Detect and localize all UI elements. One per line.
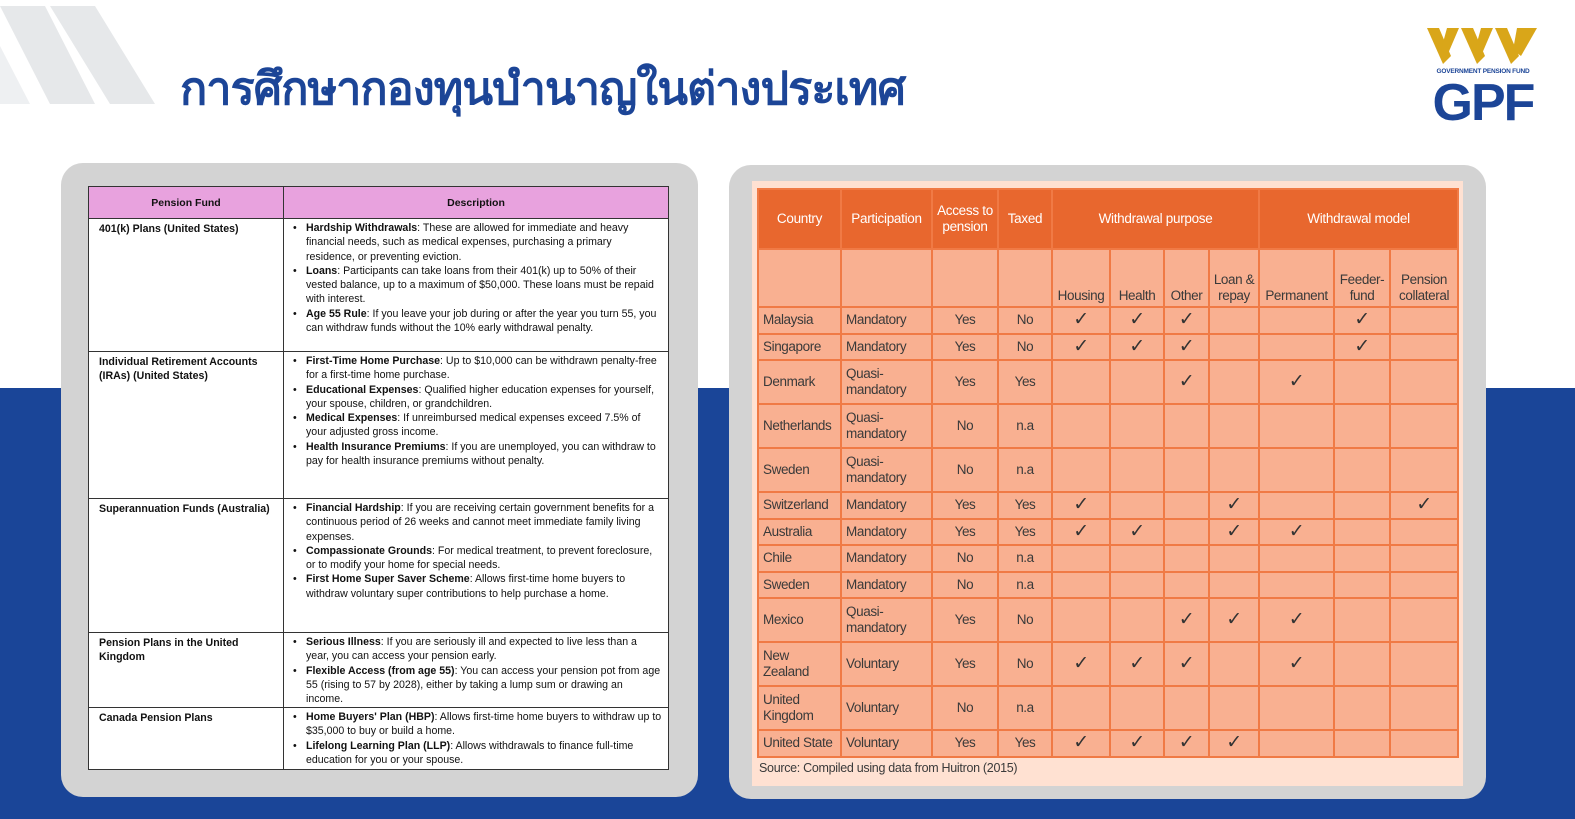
header-taxed: Taxed [998,189,1052,249]
check-cell [1334,598,1390,642]
bullet-term: First Home Super Saver Scheme [306,573,470,586]
comparison-row [758,572,1458,599]
pension-table-row [89,499,669,633]
country-cell: Sweden [758,572,841,599]
bullet-text: : If you are receiving certain government benefits for a continuous period of 26 weeks and cannot meet immediate family living expenses. [306,502,654,543]
access-cell: Yes [932,307,998,334]
pension-table-row [89,352,669,499]
check-cell [1052,686,1110,730]
check-cell: ✓ [1390,492,1458,519]
decorative-m-shape [0,6,155,104]
participation-cell: Mandatory [841,545,932,572]
subheader-feeder-fund: Feeder-fund [1334,249,1390,307]
description-bullet [290,440,662,469]
check-cell [1164,448,1209,492]
source-note: Source: Compiled using data from Huitron (2015) [759,761,1018,775]
subheader-permanent: Permanent [1259,249,1334,307]
bullet-term: Home Buyers' Plan (HBP) [306,711,435,723]
check-cell: ✓ [1209,598,1259,642]
description-bullet [290,411,662,440]
check-cell [1052,404,1110,448]
pension-fund-name: Superannuation Funds (Australia) [89,499,284,633]
check-cell [1390,730,1458,757]
subheader-blank [758,249,841,307]
header-country: Country [758,189,841,249]
country-cell: Switzerland [758,492,841,519]
check-cell [1052,360,1110,404]
bullet-text: : Allows first-time home buyers to withdraw voluntary super contributions to help purchase a home. [306,573,626,600]
bullet-term: Loans [306,264,338,277]
pension-fund-description [284,633,669,708]
access-cell: No [932,572,998,599]
bullet-term: Hardship Withdrawals [306,222,418,234]
bullet-text: : You can access your pension pot from age 55 (rising to 57 by 2028), either by taking a lump sum or drawing an income. [306,664,661,706]
check-cell: ✓ [1164,360,1209,404]
check-cell [1334,360,1390,404]
country-cell: Australia [758,519,841,546]
check-cell [1052,545,1110,572]
country-cell: Malaysia [758,307,841,334]
check-cell [1334,545,1390,572]
check-cell [1259,448,1334,492]
subheader-housing: Housing [1052,249,1110,307]
description-bullet [290,264,662,307]
bullet-text: : Participants can take loans from their 401(k) up to 50% of their vested balance, up to a maximum of $50,000. These loans must be repaid with interest. [306,264,654,306]
check-cell [1110,404,1164,448]
comparison-row [758,730,1458,757]
check-cell [1209,545,1259,572]
access-cell: Yes [932,360,998,404]
access-cell: No [932,404,998,448]
check-cell [1110,572,1164,599]
participation-cell: Quasi-mandatory [841,360,932,404]
comparison-row [758,545,1458,572]
comparison-row [758,334,1458,361]
check-cell: ✓ [1052,492,1110,519]
header-withdrawal-purpose: Withdrawal purpose [1052,189,1259,249]
pension-fund-description [284,219,669,352]
participation-cell: Quasi-mandatory [841,598,932,642]
subheader-blank [932,249,998,307]
header-participation: Participation [841,189,932,249]
subheader-pension-collateral: Pension collateral [1390,249,1458,307]
bullet-term: Flexible Access (from age 55) [306,664,455,677]
access-cell: No [932,545,998,572]
check-cell: ✓ [1164,334,1209,361]
pension-fund-description [284,499,669,633]
pension-table-header [89,187,669,219]
withdrawal-comparison-table [757,188,1459,758]
pension-fund-description [284,352,669,499]
access-cell: Yes [932,730,998,757]
check-cell [1110,360,1164,404]
participation-cell: Quasi-mandatory [841,404,932,448]
check-cell: ✓ [1209,730,1259,757]
check-cell [1390,545,1458,572]
check-cell: ✓ [1110,519,1164,546]
bullet-term: Educational Expenses [306,383,419,396]
check-cell [1390,642,1458,686]
check-cell: ✓ [1052,334,1110,361]
check-cell [1164,686,1209,730]
check-cell: ✓ [1052,519,1110,546]
country-cell: Netherlands [758,404,841,448]
check-cell [1110,598,1164,642]
check-cell [1209,642,1259,686]
participation-cell: Quasi-mandatory [841,448,932,492]
check-cell [1334,519,1390,546]
description-bullet [290,383,662,412]
description-bullet [290,221,662,264]
taxed-cell: No [998,334,1052,361]
subheader-loan-repay: Loan & repay [1209,249,1259,307]
description-bullet [290,572,662,601]
country-cell: New Zealand [758,642,841,686]
comparison-row [758,307,1458,334]
pension-table-row [89,219,669,352]
description-bullet [290,354,662,383]
check-cell [1209,448,1259,492]
taxed-cell: n.a [998,448,1052,492]
description-bullet [290,664,662,707]
description-bullet [290,710,662,739]
check-cell [1164,545,1209,572]
bullet-text: : For medical treatment, to prevent foreclosure, or to modify your home for special needs. [306,544,653,572]
description-bullet [290,739,662,768]
bullet-text: : Up to $10,000 can be withdrawn penalty-free for a first-time home purchase. [306,355,657,382]
taxed-cell: Yes [998,492,1052,519]
header-description: Description [284,187,669,219]
description-bullet [290,635,662,664]
bullet-term: Compassionate Grounds [306,544,432,557]
pension-fund-name: Pension Plans in the United Kingdom [89,633,284,708]
check-cell: ✓ [1259,642,1334,686]
check-cell [1390,334,1458,361]
participation-cell: Voluntary [841,642,932,686]
pension-fund-table [88,186,669,770]
access-cell: No [932,686,998,730]
bullet-term: Health Insurance Premiums [306,440,446,453]
check-cell [1390,572,1458,599]
pension-table-row [89,633,669,708]
check-cell [1390,307,1458,334]
check-cell [1334,686,1390,730]
bullet-text: : If you are seriously ill and expected to live less than a year, you can access your pension early. [306,636,637,663]
check-cell [1259,404,1334,448]
check-cell [1164,492,1209,519]
taxed-cell: n.a [998,404,1052,448]
bullet-text: : If you leave your job during or after the year you turn 55, you can withdraw funds without the 10% early withdrawal penalty. [306,307,657,335]
taxed-cell: No [998,642,1052,686]
check-cell [1209,572,1259,599]
check-cell: ✓ [1110,307,1164,334]
access-cell: Yes [932,334,998,361]
bullet-text: : Allows first-time home buyers to withdraw up to $35,000 to buy or build a home. [306,711,662,738]
check-cell: ✓ [1110,730,1164,757]
check-cell: ✓ [1110,334,1164,361]
comparison-row [758,492,1458,519]
check-cell: ✓ [1164,307,1209,334]
comparison-row [758,448,1458,492]
participation-cell: Mandatory [841,307,932,334]
taxed-cell: Yes [998,730,1052,757]
pension-fund-name: 401(k) Plans (United States) [89,219,284,352]
check-cell: ✓ [1209,519,1259,546]
logo-tagline: GOVERNMENT PENSION FUND [1436,68,1530,75]
check-cell [1110,545,1164,572]
check-cell [1164,519,1209,546]
check-cell [1334,404,1390,448]
pension-fund-description [284,708,669,770]
participation-cell: Mandatory [841,334,932,361]
comparison-row [758,519,1458,546]
check-cell: ✓ [1052,730,1110,757]
check-cell: ✓ [1052,307,1110,334]
bullet-term: Age 55 Rule [306,307,367,320]
check-cell [1259,545,1334,572]
check-cell [1259,334,1334,361]
comparison-row [758,686,1458,730]
participation-cell: Mandatory [841,572,932,599]
access-cell: Yes [932,642,998,686]
check-cell: ✓ [1334,334,1390,361]
check-cell [1259,730,1334,757]
page-title: การศึกษากองทุนบำนาญในต่างประเทศ [180,62,906,115]
header-access: Access to pension [932,189,998,249]
check-cell [1052,448,1110,492]
country-cell: Denmark [758,360,841,404]
country-cell: United State [758,730,841,757]
check-cell: ✓ [1164,642,1209,686]
check-cell [1164,572,1209,599]
taxed-cell: No [998,598,1052,642]
check-cell: ✓ [1110,642,1164,686]
subheader-other: Other [1164,249,1209,307]
check-cell: ✓ [1164,598,1209,642]
check-cell: ✓ [1259,598,1334,642]
comparison-row [758,598,1458,642]
country-cell: Chile [758,545,841,572]
taxed-cell: Yes [998,519,1052,546]
access-cell: No [932,448,998,492]
subheader-blank [998,249,1052,307]
taxed-cell: Yes [998,360,1052,404]
taxed-cell: n.a [998,545,1052,572]
bullet-term: First-Time Home Purchase [306,355,441,367]
check-cell: ✓ [1052,642,1110,686]
pension-table-row [89,708,669,770]
check-cell [1334,448,1390,492]
bullet-text: : These are allowed for immediate and heavy financial needs, such as medical expenses, purchasing a primary residence, or preventing eviction. [306,222,629,263]
comparison-header-row [758,189,1458,249]
check-cell [1110,686,1164,730]
check-cell: ✓ [1259,360,1334,404]
comparison-row [758,404,1458,448]
participation-cell: Mandatory [841,519,932,546]
comparison-row [758,642,1458,686]
logo-text: GPF [1432,74,1534,132]
check-cell [1334,642,1390,686]
check-cell [1164,404,1209,448]
check-cell [1209,404,1259,448]
check-cell [1390,686,1458,730]
check-cell [1390,448,1458,492]
check-cell: ✓ [1164,730,1209,757]
country-cell: United Kingdom [758,686,841,730]
participation-cell: Mandatory [841,492,932,519]
participation-cell: Voluntary [841,730,932,757]
check-cell [1390,598,1458,642]
check-cell [1334,730,1390,757]
check-cell [1052,598,1110,642]
check-cell [1390,519,1458,546]
check-cell [1209,360,1259,404]
pension-fund-name: Individual Retirement Accounts (IRAs) (United States) [89,352,284,499]
header-pension-fund: Pension Fund [89,187,284,219]
taxed-cell: n.a [998,686,1052,730]
check-cell [1259,492,1334,519]
check-cell: ✓ [1334,307,1390,334]
country-cell: Mexico [758,598,841,642]
check-cell [1334,572,1390,599]
participation-cell: Voluntary [841,686,932,730]
description-bullet [290,544,662,573]
description-bullet [290,501,662,544]
bullet-term: Medical Expenses [306,412,398,425]
check-cell [1110,448,1164,492]
bullet-text: : Qualified higher education expenses for yourself, your spouse, children, or grandchildren. [306,383,655,410]
comparison-subheader-row [758,249,1458,307]
description-bullet [290,307,662,336]
check-cell [1390,360,1458,404]
check-cell: ✓ [1209,492,1259,519]
check-cell [1209,334,1259,361]
check-cell [1209,307,1259,334]
bullet-term: Financial Hardship [306,502,401,514]
country-cell: Singapore [758,334,841,361]
comparison-row [758,360,1458,404]
check-cell [1259,686,1334,730]
taxed-cell: No [998,307,1052,334]
check-cell [1259,307,1334,334]
check-cell [1334,492,1390,519]
check-cell [1052,572,1110,599]
header-withdrawal-model: Withdrawal model [1259,189,1458,249]
access-cell: Yes [932,598,998,642]
pension-fund-name: Canada Pension Plans [89,708,284,770]
access-cell: Yes [932,519,998,546]
bullet-text: : If you are unemployed, you can withdraw to pay for health insurance premiums without penalty. [306,440,656,468]
bullet-text: : If unreimbursed medical expenses exceed 7.5% of your adjusted gross income. [306,412,641,439]
bullet-term: Lifelong Learning Plan (LLP) [306,739,451,752]
taxed-cell: n.a [998,572,1052,599]
check-cell [1209,686,1259,730]
bullet-text: : Allows withdrawals to finance full-time education for you or your spouse. [306,739,634,766]
check-cell [1110,492,1164,519]
subheader-health: Health [1110,249,1164,307]
check-cell [1259,572,1334,599]
subheader-blank [841,249,932,307]
country-cell: Sweden [758,448,841,492]
access-cell: Yes [932,492,998,519]
check-cell: ✓ [1259,519,1334,546]
bullet-term: Serious Illness [306,636,381,648]
check-cell [1390,404,1458,448]
